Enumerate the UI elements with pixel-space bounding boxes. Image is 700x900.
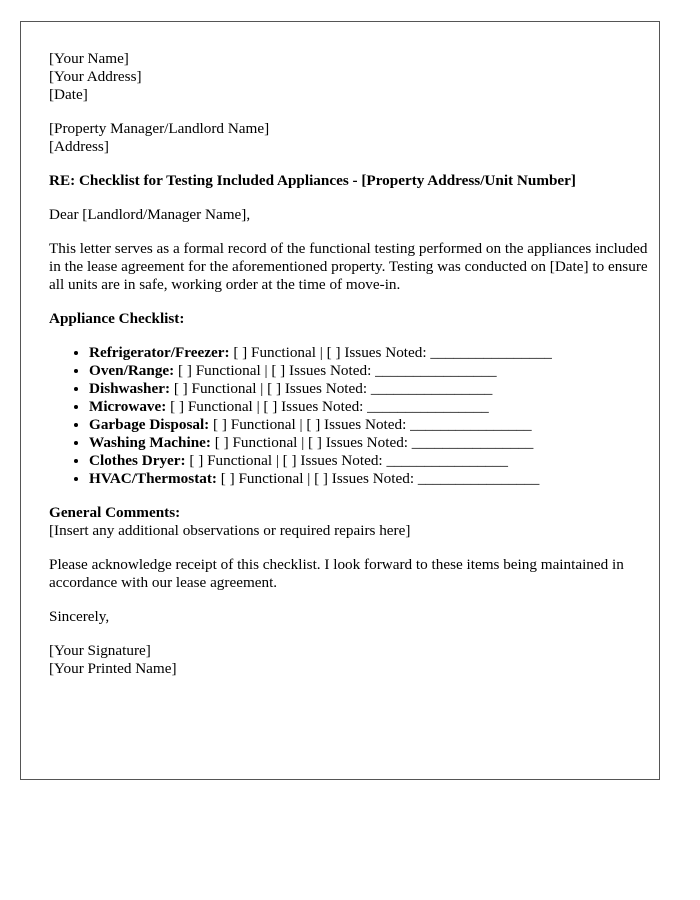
sender-name: [Your Name] <box>49 50 129 67</box>
salutation: Dear [Landlord/Manager Name], <box>49 206 251 223</box>
closing-paragraph: Please acknowledge receipt of this checklist. I look forward to these items being maintained in accordance with our lease agreement. <box>49 556 624 591</box>
checklist-item <box>89 362 649 380</box>
appliance-status: [ ] Functional | [ ] Issues Noted: ________________ <box>210 434 534 451</box>
appliance-status: [ ] Functional | [ ] Issues Noted: ________________ <box>174 362 497 379</box>
signature-block <box>49 642 649 678</box>
sender-date: [Date] <box>49 86 88 103</box>
appliance-name: Refrigerator/Freezer: <box>89 344 230 361</box>
subject-line: RE: Checklist for Testing Included Appliances - [Property Address/Unit Number] <box>49 172 576 189</box>
appliance-name: Dishwasher: <box>89 380 171 397</box>
intro-paragraph: This letter serves as a formal record of the functional testing performed on the appliances included in the lease agreement for the aforementioned property. Testing was conducted on [Date] to ensure all units are in safe, working order at the time of move-in. <box>49 240 648 293</box>
recipient-name: [Property Manager/Landlord Name] <box>49 120 270 137</box>
checklist-item <box>89 416 649 434</box>
appliance-name: Clothes Dryer: <box>89 452 186 469</box>
appliance-name: Washing Machine: <box>89 434 211 451</box>
appliance-checklist <box>49 344 649 488</box>
appliance-name: Garbage Disposal: <box>89 416 210 433</box>
appliance-name: Oven/Range: <box>89 362 175 379</box>
appliance-status: [ ] Functional | [ ] Issues Noted: ________________ <box>166 398 489 415</box>
appliance-status: [ ] Functional | [ ] Issues Noted: ________________ <box>209 416 532 433</box>
checklist-item <box>89 434 649 452</box>
signoff: Sincerely, <box>49 608 110 625</box>
sender-block <box>49 50 649 104</box>
checklist-heading: Appliance Checklist: <box>49 310 185 327</box>
appliance-status: [ ] Functional | [ ] Issues Noted: ________________ <box>170 380 493 397</box>
checklist-item <box>89 380 649 398</box>
signature-line: [Your Signature] <box>49 642 151 659</box>
letter-page <box>20 21 660 780</box>
printed-name: [Your Printed Name] <box>49 660 177 677</box>
recipient-block <box>49 120 649 156</box>
comments-heading: General Comments: <box>49 504 181 521</box>
comments-text: [Insert any additional observations or required repairs here] <box>49 522 411 539</box>
recipient-address: [Address] <box>49 138 109 155</box>
letter-content <box>49 50 649 694</box>
appliance-name: Microwave: <box>89 398 167 415</box>
checklist-item <box>89 344 649 362</box>
comments-block <box>49 504 649 540</box>
appliance-status: [ ] Functional | [ ] Issues Noted: ________________ <box>216 470 540 487</box>
appliance-name: HVAC/Thermostat: <box>89 470 217 487</box>
checklist-item <box>89 452 649 470</box>
appliance-status: [ ] Functional | [ ] Issues Noted: ________________ <box>229 344 552 361</box>
appliance-status: [ ] Functional | [ ] Issues Noted: ________________ <box>185 452 508 469</box>
checklist-item <box>89 470 649 488</box>
sender-address: [Your Address] <box>49 68 142 85</box>
checklist-item <box>89 398 649 416</box>
